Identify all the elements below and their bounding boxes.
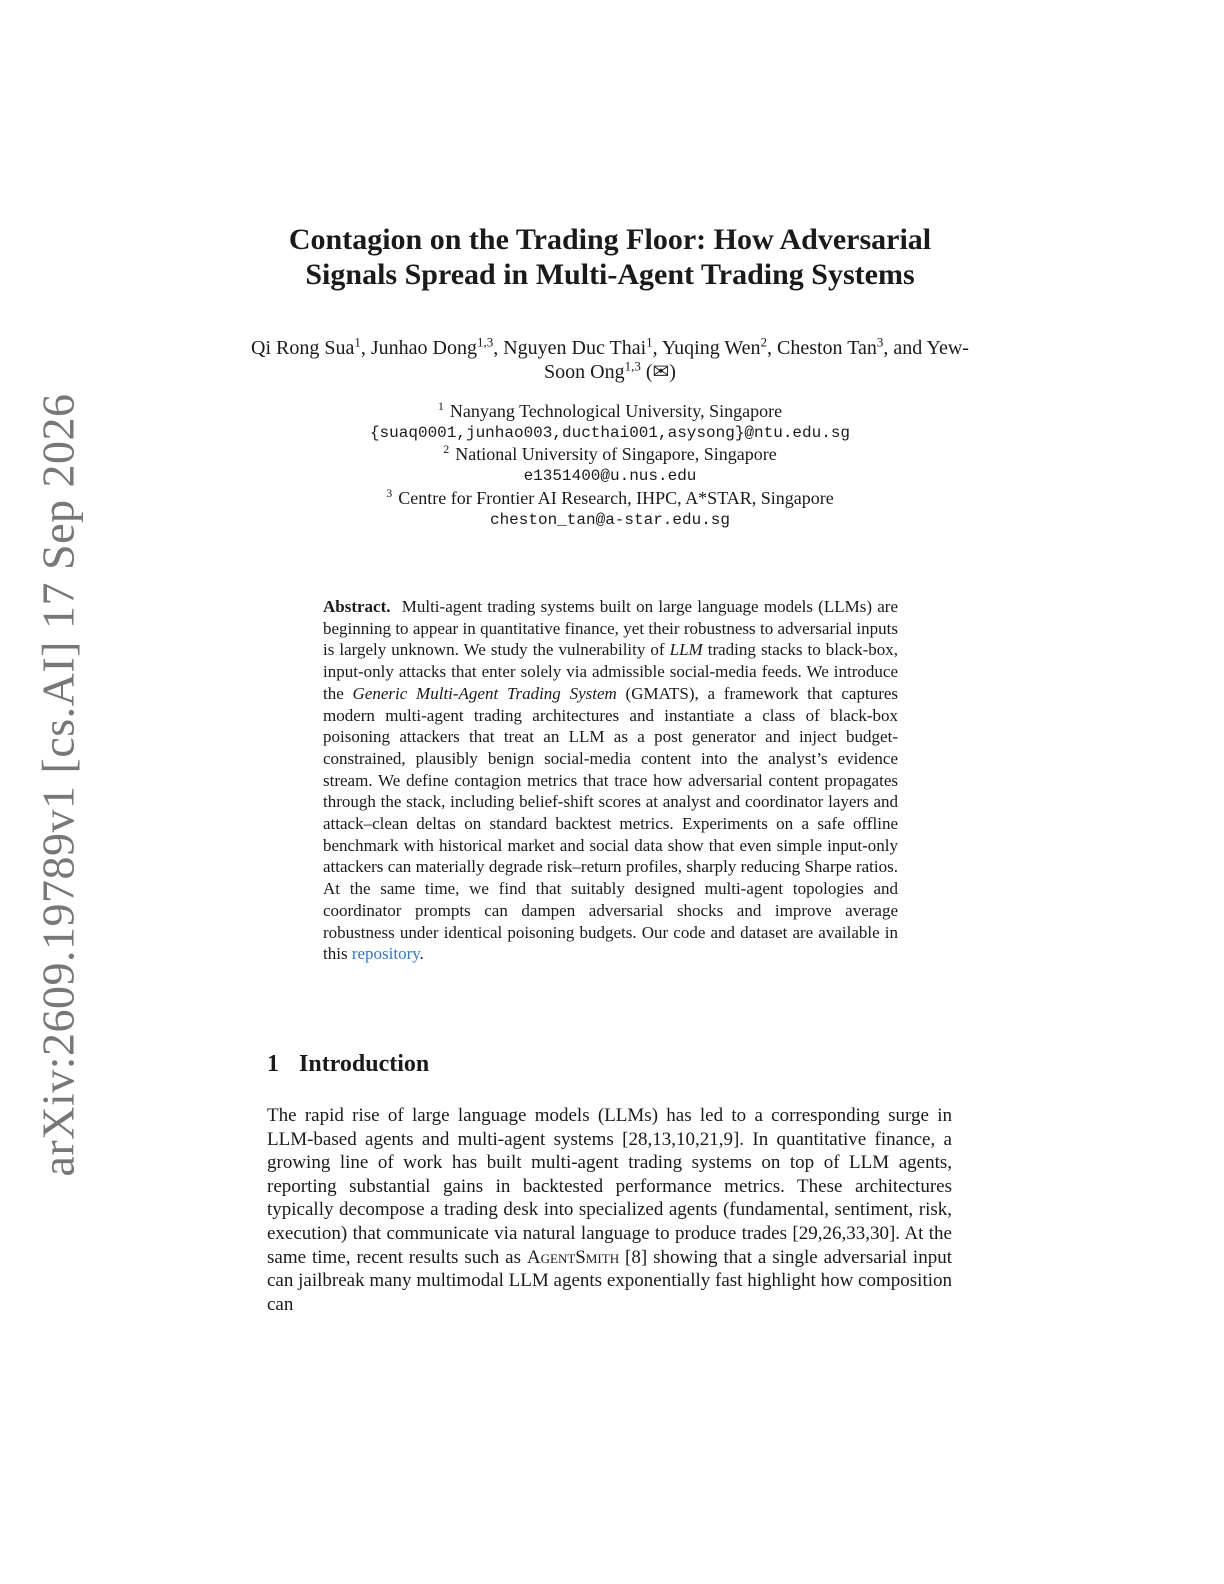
arxiv-sidebar-stamp	[6, 393, 110, 1177]
affiliation-mark: 3	[386, 485, 393, 500]
body-text: [8] showing that a single adversarial input can jailbreak many multimodal LLM agents exponentially fast highlight how composition can	[267, 1246, 952, 1315]
abstract-label: Abstract.	[323, 597, 391, 616]
author	[370, 334, 504, 359]
author-affiliation-mark: 1,3	[476, 334, 494, 350]
author-separator: , and	[883, 337, 927, 359]
abstract-end: .	[419, 944, 424, 964]
affiliation-institution	[240, 444, 980, 466]
affiliation-email: {suaq0001,junhao003,ducthai001,asysong}@ntu.edu.sg	[369, 423, 851, 442]
author-name: Qi Rong Sua	[251, 337, 355, 359]
repository-link[interactable]: repository	[351, 944, 420, 964]
author-name: Yuqing Wen	[661, 337, 761, 359]
system-name: AgentSmith	[526, 1246, 620, 1268]
author-separator: ,	[652, 337, 662, 359]
author	[503, 334, 662, 359]
body-text: The rapid rise of large language models (LLMs) has led to a corresponding surge in LLM-based agents and multi-agent systems [28,13,10,21,9]. In quantitative finance, a growing line of work has built multi-agent trading systems on top of LLM agents, reporting substantial gains in backtested performance metrics. These architectures typically decompose a trading desk into specialized agents (fundamental, sentiment, risk, execution) that communicate via natural language to produce trades [29,26,33,30]. At the same time, recent results such as	[267, 1105, 952, 1268]
abstract-text: Multi-agent trading systems built on large language models (LLMs) are beginning to appear in quantitative finance, yet their robustness to adversarial inputs is largely unknown. We study the vulnerability of	[323, 597, 898, 660]
author-affiliation-mark: 1,3	[624, 358, 641, 374]
title-line-1: Contagion on the Trading Floor: How Adversarial	[288, 223, 932, 256]
affiliation-email: cheston_tan@a-star.edu.sg	[489, 510, 731, 529]
author-separator: ,	[360, 337, 371, 359]
title-line-2: Signals Spread in Multi-Agent Trading Systems	[305, 258, 915, 291]
author-list	[240, 336, 980, 384]
affiliation-mark: 2	[443, 442, 450, 457]
author-affiliation-mark: 1	[646, 334, 653, 350]
abstract	[323, 596, 898, 965]
abstract-emphasis: Generic Multi-Agent Trading System	[352, 683, 617, 703]
author-affiliation-mark: 1	[354, 334, 361, 350]
author-name: Yew-Soon Ong	[544, 337, 969, 383]
institution-name: National University of Singapore, Singapore	[455, 444, 777, 465]
affiliation-institution	[240, 401, 980, 423]
author-affiliation-mark: 2	[760, 334, 767, 350]
section-heading	[267, 1051, 429, 1078]
abstract-text: (GMATS), a framework that captures modern multi-agent trading architectures and instantiate a class of black-box poisoning attackers that treat an LLM as a post generator and inject budget-constrained, plausibly benign social-media content into the analyst’s evidence stream. We define contagion metrics that trace how adversarial content propagates through the stack, including belief-shift scores at analyst and coordinator layers and attack–clean deltas on standard backtest metrics. Experiments on a safe offline benchmark with historical market and social data show that even simple input-only attackers can materially degrade risk–return profiles, sharply reducing Sharpe ratios. At the same time, we find that suitably designed multi-agent topologies and coordinator prompts can dampen adversarial shocks and improve average robustness under identical poisoning budgets. Our code and dataset are available in this	[323, 683, 899, 964]
author	[777, 334, 927, 359]
author-separator: ,	[493, 337, 504, 359]
affiliation-mark: 1	[437, 399, 444, 413]
section-number: 1	[267, 1051, 279, 1077]
author-name: Nguyen Duc Thai	[503, 337, 647, 359]
author-affiliation-mark: 3	[876, 334, 884, 350]
author-name: Junhao Dong	[370, 337, 477, 359]
author-separator: ,	[767, 337, 777, 359]
section-title: Introduction	[299, 1051, 430, 1077]
introduction-paragraph	[267, 1104, 952, 1316]
institution-name: Nanyang Technological University, Singapore	[449, 401, 783, 421]
arxiv-identifier: arXiv:2609.19789v1 [cs.AI] 17 Sep 2026	[32, 393, 84, 1177]
affiliations	[240, 401, 980, 531]
corresponding-author-envelope-icon: (✉)	[640, 361, 676, 383]
paper-title	[240, 222, 980, 292]
institution-name: Centre for Frontier AI Research, IHPC, A*STAR, Singapore	[398, 487, 834, 508]
abstract-text: trading stacks to black-box, input-only attacks that enter solely via admissible social-media feeds. We introduce the	[323, 640, 899, 703]
author	[251, 334, 371, 359]
abstract-emphasis: LLM	[669, 640, 703, 660]
author	[661, 334, 777, 359]
affiliation-email: e1351400@u.nus.edu	[523, 467, 697, 486]
affiliation-institution	[240, 485, 980, 510]
author-name: Cheston Tan	[777, 337, 877, 359]
